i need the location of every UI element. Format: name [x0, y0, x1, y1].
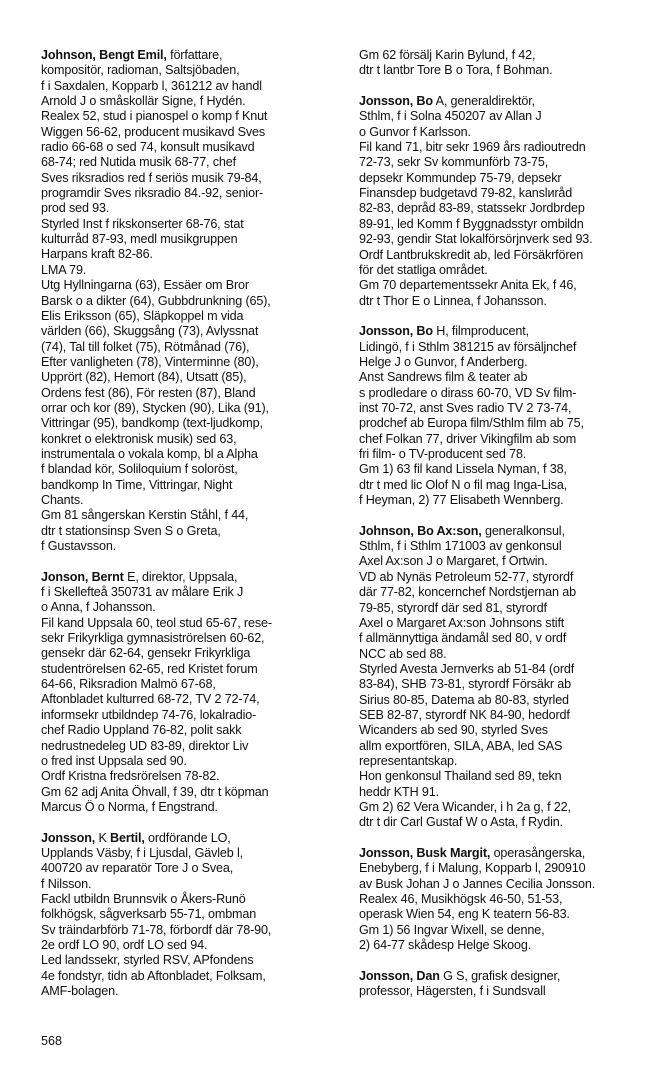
entry-text: Sthlm, f i Solna 450207 av Allan J — [359, 109, 542, 124]
entry-text: av Busk Johan J o Jannes Cecilia Jonsson. — [359, 876, 596, 891]
entry-line — [41, 63, 343, 78]
entry-text: Lidingö, f i Sthlm 381215 av försäljnchef — [359, 339, 577, 354]
entry-line — [359, 48, 659, 63]
entry-text: Realex 46, Musikhögsk 46-50, 51-53, — [359, 892, 563, 907]
entry-line — [359, 401, 659, 416]
entry-line — [359, 232, 659, 247]
entry-line — [41, 340, 343, 355]
entry-text: 79-85, styrordf där sed 81, styrordf — [359, 600, 547, 615]
entry-text: f Gustavsson. — [41, 539, 117, 553]
entry-text: Sv träindarbförb 71-78, förbordf där 78-90, — [41, 922, 272, 937]
entry-text: Styrled Inst f rikskonserter 68-76, stat — [41, 216, 244, 231]
entry-line — [41, 186, 343, 201]
entry-text: Marcus Ö o Norma, f Engstrand. — [41, 799, 218, 814]
entry-line — [41, 247, 343, 262]
entry-line — [41, 800, 343, 815]
entry-line — [41, 355, 343, 370]
entry-text: Fil kand 71, bitr sekr 1969 års radioutredn — [359, 140, 586, 155]
entry-text: prod sed 93. — [41, 201, 110, 216]
entry-line — [359, 723, 659, 738]
entry-text: LMA 79. — [41, 262, 87, 277]
entry-text: Efter vanligheten (78), Vinterminne (80), — [41, 354, 259, 369]
entry-text: heddr KTH 91. — [359, 784, 439, 799]
entry-text: Upplands Väsby, f i Ljusdal, Gävleb l, — [41, 845, 243, 860]
entry-line — [359, 355, 659, 370]
entry-line — [359, 171, 659, 186]
entry-line — [41, 785, 343, 800]
biography-entry — [359, 969, 659, 1000]
left-column — [41, 48, 343, 1015]
entry-text: H, filmproducent, — [432, 324, 529, 339]
entry-line — [41, 585, 343, 600]
entry-line — [359, 923, 659, 938]
entry-text: Wiggen 56-62, producent musikavd Sves — [41, 124, 266, 139]
entry-text: f allmännyttiga ändamål sed 80, v ordf — [359, 631, 567, 646]
entry-line — [41, 79, 343, 94]
entry-line — [41, 370, 343, 385]
entry-text: Gm 70 departementssekr Anita Ek, f 46, — [359, 278, 577, 293]
entry-text: allm exportfören, SILA, ABA, led SAS — [359, 738, 563, 753]
entry-line — [41, 953, 343, 968]
biography-entry — [359, 324, 659, 508]
entry-text: konkret o elektronisk musik) sed 63, — [41, 431, 237, 446]
entry-line — [359, 585, 659, 600]
entry-line — [359, 263, 659, 278]
entry-line — [41, 831, 343, 846]
entry-line — [359, 570, 659, 585]
entry-line — [359, 155, 659, 170]
entry-text: studentrörelsen 62-65, red Kristet forum — [41, 661, 258, 676]
entry-text: Anst Sandrews film & teater ab — [359, 370, 528, 385]
entry-text: 89-91, led Komm f Byggnadsstyr ombildn — [359, 216, 584, 231]
entry-line — [359, 647, 659, 662]
entry-line — [359, 324, 659, 339]
entry-text: 68-74; red Nutida musik 68-77, chef — [41, 155, 236, 170]
entry-text: Styrled Avesta Jernverks ab 51-84 (ordf — [359, 661, 575, 676]
entry-line — [41, 631, 343, 646]
entry-text: AMF-bolagen. — [41, 984, 119, 999]
entry-line — [359, 892, 659, 907]
entry-text: 2) 64-77 skådesp Helge Skoog. — [359, 938, 532, 953]
entry-line — [41, 600, 343, 615]
entry-line — [41, 754, 343, 769]
entry-text: o Anna, f Johansson. — [41, 600, 156, 615]
entry-line — [359, 877, 659, 892]
entry-text: f blandad kör, Soliloquium f soloröst, — [41, 462, 238, 477]
entry-line — [359, 278, 659, 293]
entry-line — [41, 524, 343, 539]
entry-text: Gm 62 försälj Karin Bylund, f 42, — [359, 48, 536, 62]
entry-text: 92-93, gendir Stat lokalförsörjnverk sed 93. — [359, 232, 593, 247]
entry-text: E, direktor, Uppsala, — [123, 569, 238, 584]
entry-text: författare, — [166, 48, 223, 62]
entry-text: f Heyman, 2) 77 Elisabeth Wennberg. — [359, 493, 564, 508]
entry-text: Hon genkonsul Thailand sed 89, tekn — [359, 769, 562, 784]
entry-text: dtr t lantbr Tore B o Tora, f Bohman. — [359, 63, 553, 78]
entry-name: Johnson, Bengt Emil, — [41, 48, 167, 62]
entry-text: Elis Eriksson (65), Släpkoppel m vida — [41, 308, 244, 323]
entry-text: Ordf Lantbrukskredit ab, led Försäkrfören — [359, 247, 584, 262]
entry-text: Gm 1) 63 fil kand Lissela Nyman, f 38, — [359, 462, 567, 477]
entry-line — [41, 493, 343, 508]
entry-line — [41, 278, 343, 293]
entry-line — [359, 248, 659, 263]
entry-text: depsekr Kommundep 75-79, depsekr — [359, 170, 562, 185]
entry-text: Utg Hyllningarna (63), Essäer om Bror — [41, 278, 249, 293]
entry-line — [41, 616, 343, 631]
entry-text: NCC ab sed 88. — [359, 646, 447, 661]
entry-line — [359, 708, 659, 723]
entry-line — [359, 861, 659, 876]
entry-line — [41, 539, 343, 554]
entry-text: Arnold J o småskollär Signe, f Hydén. — [41, 94, 246, 109]
entry-text: ordförande LO, — [144, 830, 231, 845]
entry-text: Ordens fest (86), För resten (87), Bland — [41, 385, 256, 400]
entry-line — [359, 340, 659, 355]
entry-name: Jonsson, Bo — [359, 324, 433, 339]
entry-text: 72-73, sekr Sv kommunförb 73-75, — [359, 155, 549, 170]
entry-line — [41, 125, 343, 140]
entry-line — [41, 677, 343, 692]
entry-text: generalkonsul, — [481, 523, 565, 538]
entry-line — [359, 554, 659, 569]
entry-text: Wicanders ab sed 90, styrled Sves — [359, 723, 548, 738]
entry-text: dtr t dir Carl Gustaf W o Asta, f Rydin. — [359, 815, 563, 830]
entry-line — [41, 846, 343, 861]
entry-text: 400720 av reparatör Tore J o Svea, — [41, 861, 234, 876]
entry-text: Upprört (82), Hemort (84), Utsatt (85), — [41, 370, 247, 385]
entry-text: dtr t med lic Olof N o fil mag Inga-Lisa, — [359, 477, 568, 492]
entry-line — [359, 984, 659, 999]
entry-line — [41, 861, 343, 876]
entry-line — [41, 938, 343, 953]
entry-text: Sthlm, f i Sthlm 171003 av genkonsul — [359, 539, 562, 554]
entry-line — [359, 631, 659, 646]
biography-entry — [359, 846, 659, 953]
entry-name: Jonsson, Busk Margit, — [359, 846, 491, 861]
entry-text: informsekr utbildndep 74-76, lokalradio- — [41, 707, 257, 722]
entry-line — [359, 539, 659, 554]
biography-entry — [41, 831, 343, 1000]
entry-text: Gm 1) 56 Ingvar Wixell, se denne, — [359, 922, 545, 937]
entry-line — [359, 907, 659, 922]
entry-line — [41, 232, 343, 247]
entry-line — [359, 785, 659, 800]
entry-text: Gm 2) 62 Vera Wicander, i h 2a g, f 22, — [359, 799, 571, 814]
entry-line — [359, 109, 659, 124]
entry-text: VD ab Nynäs Petroleum 52-77, styrordf — [359, 569, 574, 584]
entry-line — [41, 416, 343, 431]
entry-name: Jonson, Bernt — [41, 569, 124, 584]
entry-text: Ordf Kristna fredsrörelsen 78-82. — [41, 769, 220, 784]
entry-line — [41, 294, 343, 309]
entry-text: där 77-82, koncernchef Nordstjernan ab — [359, 585, 576, 600]
entry-text: Sves riksradios red f seriös musik 79-84, — [41, 170, 262, 185]
entry-line — [359, 616, 659, 631]
entry-text: representantskap. — [359, 753, 458, 768]
entry-line — [359, 693, 659, 708]
entry-text: 2e ordf LO 90, ordf LO sed 94. — [41, 938, 208, 953]
entry-text: fri film- o TV-producent sed 78. — [359, 447, 527, 462]
entry-line — [41, 217, 343, 232]
entry-line — [359, 524, 659, 539]
entry-line — [359, 493, 659, 508]
entry-name: Jonsson, Dan — [359, 968, 440, 983]
entry-text: s prodledare o dirass 60-70, VD Sv film- — [359, 385, 577, 400]
entry-text: f Nilsson. — [41, 876, 92, 891]
entry-text: programdir Sves riksradio 84.-92, senior- — [41, 186, 264, 201]
entry-text: dtr t stationsinsp Sven S o Greta, — [41, 523, 221, 538]
entry-line — [41, 171, 343, 186]
entry-line — [359, 677, 659, 692]
entry-text: folkhögsk, sågverksarb 55-71, ombman — [41, 907, 257, 922]
entry-line — [359, 432, 659, 447]
entry-line — [359, 386, 659, 401]
entry-name: Jonsson, — [41, 830, 96, 845]
entry-line — [41, 309, 343, 324]
entry-line — [41, 969, 343, 984]
entry-line — [359, 754, 659, 769]
entry-text: chef Radio Uppland 76-82, polit sakk — [41, 723, 242, 738]
entry-line — [41, 462, 343, 477]
entry-text: (74), Tal till folket (75), Rötmånad (76), — [41, 339, 250, 354]
entry-text: G S, grafisk designer, — [439, 968, 561, 983]
entry-text: Harpans kraft 82-86. — [41, 247, 153, 262]
entry-text: orrar och kor (89), Stycken (90), Lika (91), — [41, 400, 269, 415]
entry-line — [359, 416, 659, 431]
entry-text: Axel o Margaret Ax:son Johnsons stift — [359, 615, 565, 630]
entry-line — [359, 969, 659, 984]
entry-line — [359, 94, 659, 109]
entry-line — [41, 401, 343, 416]
entry-text: Finansdep budgetavd 79-82, kanslиråd — [359, 186, 573, 201]
entry-line — [41, 201, 343, 216]
entry-line — [41, 94, 343, 109]
entry-line — [41, 263, 343, 278]
entry-line — [359, 294, 659, 309]
entry-text: instrumentala o vokala komp, bl a Alpha — [41, 446, 258, 461]
entry-text: Aftonbladet kulturred 68-72, TV 2 72-74, — [41, 692, 260, 707]
entry-line — [359, 662, 659, 677]
entry-text: gensekr där 62-64, gensekr Frikyrkliga — [41, 646, 251, 661]
entry-text: K — [95, 830, 111, 845]
entry-line — [359, 370, 659, 385]
entry-line — [41, 907, 343, 922]
entry-text: dtr t Thor E o Linnea, f Johansson. — [359, 293, 547, 308]
entry-text: o Gunvor f Karlsson. — [359, 124, 471, 139]
entry-line — [359, 815, 659, 830]
entry-line — [41, 48, 343, 63]
entry-text: Gm 81 sångerskan Kerstin Ståhl, f 44, — [41, 508, 249, 523]
entry-text: Barsk o a dikter (64), Gubbdrunkning (65), — [41, 293, 271, 308]
entry-line — [41, 877, 343, 892]
entry-text: 83-84), SHB 73-81, styrordf Försäkr ab — [359, 677, 571, 692]
entry-line — [41, 923, 343, 938]
entry-text: 82-83, depråd 83-89, statssekr Jordbrdep — [359, 201, 585, 216]
entry-text: SEB 82-87, styrordf NK 84-90, hedordf — [359, 707, 570, 722]
entry-line — [41, 769, 343, 784]
entry-line — [359, 186, 659, 201]
entry-line — [41, 432, 343, 447]
entry-line — [359, 478, 659, 493]
entry-line — [41, 478, 343, 493]
entry-line — [359, 447, 659, 462]
entry-text: Helge J o Gunvor, f Anderberg. — [359, 354, 528, 369]
entry-line — [41, 739, 343, 754]
entry-text: Fackl utbildn Brunnsvik o Åkers-Runö — [41, 892, 246, 906]
entry-text: professor, Hägersten, f i Sundsvall — [359, 984, 546, 999]
entry-line — [41, 708, 343, 723]
entry-text: kompositör, radioman, Saltsjöbaden, — [41, 63, 240, 78]
right-column — [359, 48, 659, 1015]
entry-text: A, generaldirektör, — [432, 94, 535, 109]
entry-line — [41, 447, 343, 462]
entry-line — [41, 692, 343, 707]
entry-text: o fred inst Uppsala sed 90. — [41, 753, 187, 768]
biography-entry — [41, 48, 343, 554]
entry-line — [41, 140, 343, 155]
entry-line — [359, 800, 659, 815]
entry-text: kulturråd 87-93, medl musikgruppen — [41, 232, 238, 247]
entry-text: 64-66, Riksradion Malmö 67-68, — [41, 677, 216, 692]
entry-line — [359, 201, 659, 216]
entry-line — [41, 324, 343, 339]
page-number: 568 — [41, 1034, 63, 1048]
entry-line — [359, 125, 659, 140]
entry-line — [41, 662, 343, 677]
entry-text: Realex 52, stud i pianospel o komp f Knut — [41, 109, 268, 124]
entry-text: Fil kand Uppsala 60, teol stud 65-67, rese- — [41, 615, 272, 630]
entry-text: bandkomp In Time, Vittringar, Night — [41, 477, 233, 492]
entry-line — [41, 723, 343, 738]
entry-line — [41, 155, 343, 170]
entry-line — [359, 846, 659, 861]
entry-text: Vittringar (95), bandkomp (text-ljudkomp, — [41, 416, 263, 431]
entry-line — [359, 217, 659, 232]
entry-text: nedrustnedeleg UD 83-89, direktor Liv — [41, 738, 249, 753]
entry-text: Chants. — [41, 492, 84, 507]
entry-line — [359, 739, 659, 754]
entry-text: Enebyberg, f i Malung, Kopparb l, 290910 — [359, 861, 586, 876]
entry-text: för det statliga området. — [359, 262, 488, 277]
biography-entry — [359, 524, 659, 831]
entry-line — [359, 140, 659, 155]
entry-line — [41, 508, 343, 523]
entry-name: Johnson, Bo Ax:son, — [359, 523, 482, 538]
entry-line — [41, 109, 343, 124]
entry-text: sekr Frikyrkliga gymnasiströrelsen 60-62, — [41, 631, 265, 646]
biography-entry — [359, 48, 659, 79]
entry-text: Led landssekr, styrled RSV, APfondens — [41, 953, 254, 968]
entry-line — [41, 570, 343, 585]
biography-entry — [41, 570, 343, 816]
entry-line — [359, 462, 659, 477]
entry-name: Bertil, — [110, 830, 145, 845]
entry-name: Jonsson, Bo — [359, 94, 433, 109]
entry-line — [359, 63, 659, 78]
entry-line — [359, 938, 659, 953]
entry-text: inst 70-72, anst Sves radio TV 2 73-74, — [359, 401, 572, 415]
entry-line — [359, 769, 659, 784]
entry-line — [41, 386, 343, 401]
entry-line — [41, 984, 343, 999]
entry-text: operask Wien 54, eng K teatern 56-83. — [359, 907, 570, 922]
entry-text: Gm 62 adj Anita Öhvall, f 39, dtr t köpman — [41, 784, 269, 799]
entry-text: chef Folkan 77, driver Vikingfilm ab som — [359, 431, 577, 446]
entry-text: Axel Ax:son J o Margaret, f Ortwin. — [359, 554, 548, 569]
entry-text: operasångerska, — [490, 846, 586, 861]
entry-text: världen (66), Skuggsång (73), Avlyssnat — [41, 324, 259, 339]
entry-line — [41, 892, 343, 907]
biography-entry — [359, 94, 659, 309]
entry-text: Sirius 80-85, Datema ab 80-83, styrled — [359, 692, 569, 707]
entry-text: f i Saxdalen, Kopparb l, 361212 av handl — [41, 78, 262, 93]
entry-text: f i Skellefteå 350731 av målare Erik J — [41, 585, 244, 600]
entry-text: radio 66-68 o sed 74, konsult musikavd — [41, 140, 255, 155]
entry-text: 4e fondstyr, tidn ab Aftonbladet, Folksam, — [41, 968, 266, 983]
entry-text: prodchef ab Europa film/Sthlm film ab 75, — [359, 416, 584, 431]
entry-line — [359, 601, 659, 616]
entry-line — [41, 646, 343, 661]
